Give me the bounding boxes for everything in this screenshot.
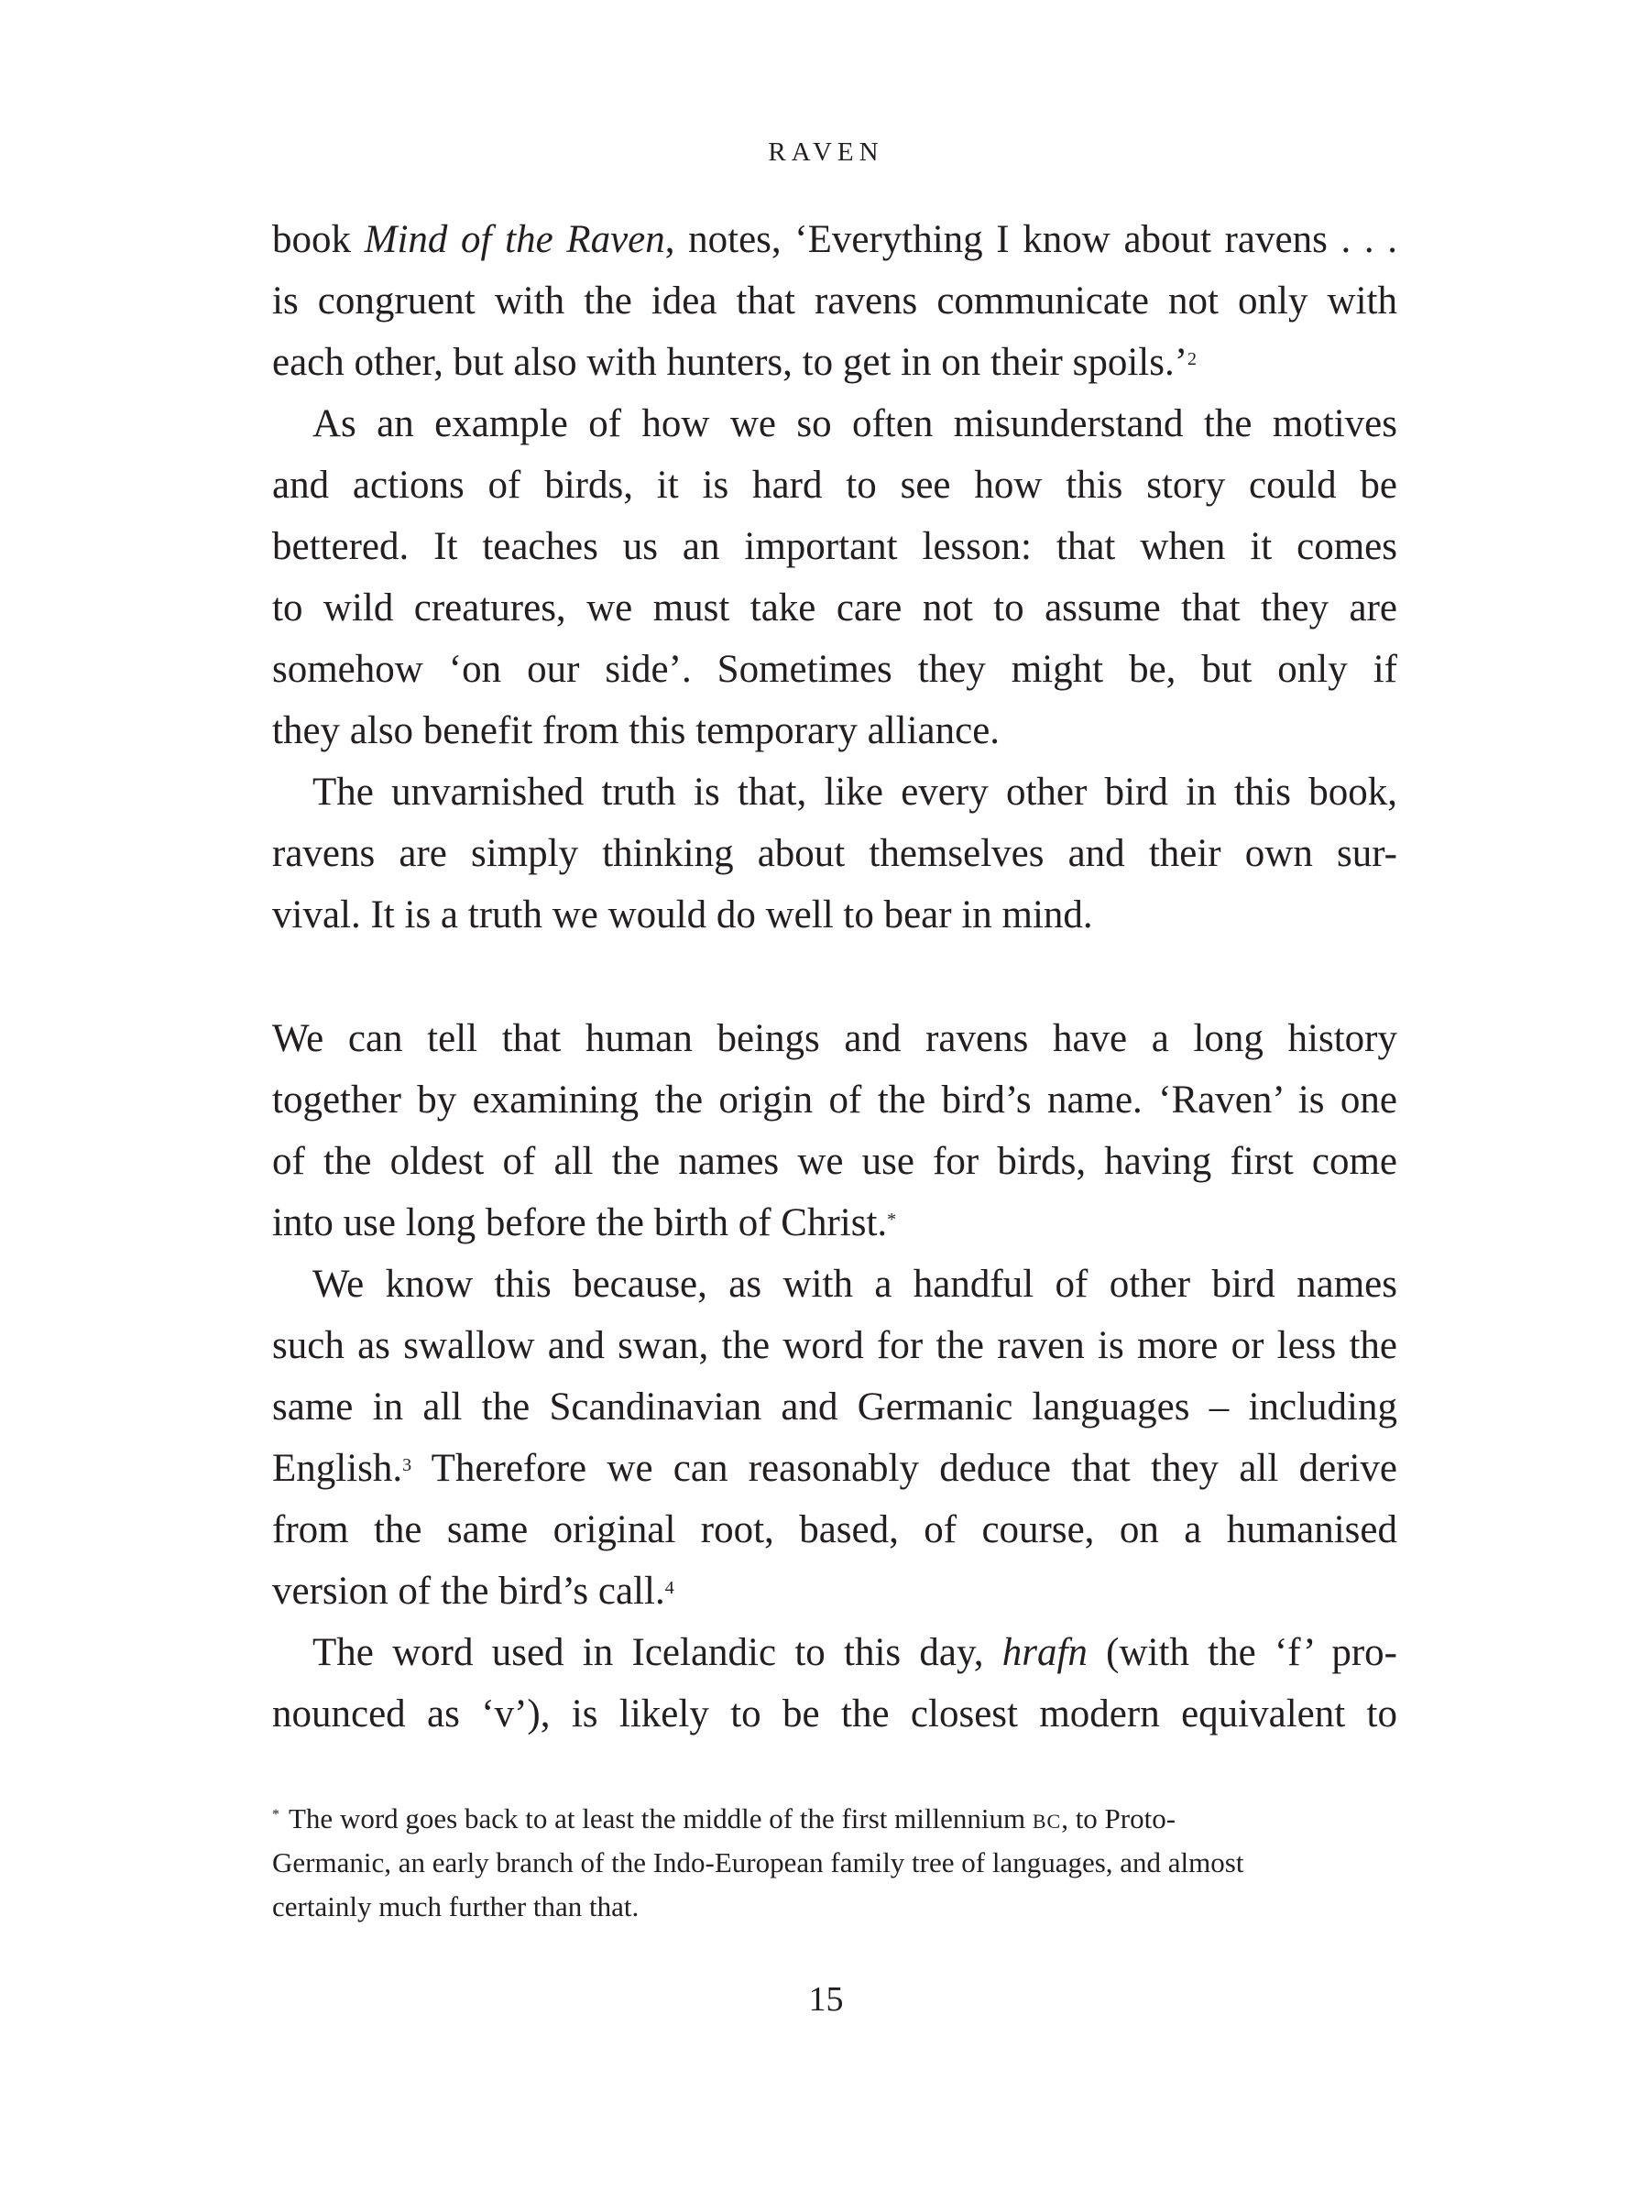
footnote-ref[interactable]: 4 <box>664 1578 674 1598</box>
text-line: We know this because, as with a handful of other bird names <box>312 1263 1397 1306</box>
footnote-ref[interactable]: 2 <box>1187 349 1198 369</box>
text-line: of the oldest of all the names we use for birds, having first come <box>272 1140 1397 1183</box>
text-line: version of the bird’s call.$^4$ <box>272 1570 674 1613</box>
text-line: The unvarnished truth is that, like every other bird in this book, <box>312 771 1397 814</box>
footnote-line: * The word goes back to at least the middle of the first millennium bc, to Proto- <box>272 1802 1176 1834</box>
text-line: is congruent with the idea that ravens communicate not only with <box>272 279 1397 323</box>
text-line: each other, but also with hunters, to get in on their spoils.’$^2$ <box>272 341 1198 384</box>
text-line: vival. It is a truth we would do well to bear in mind. <box>272 893 1093 936</box>
text-line: from the same original root, based, of course, on a humanised <box>272 1508 1397 1551</box>
footnote-line: Germanic, an early branch of the Indo-European family tree of languages, and almost <box>272 1846 1244 1878</box>
text-line: same in all the Scandinavian and Germanic languages – including <box>272 1385 1397 1429</box>
text-line: such as swallow and swan, the word for the raven is more or less the <box>272 1324 1397 1367</box>
text-line: We can tell that human beings and ravens have a long history <box>272 1017 1397 1060</box>
text-line: nounced as ‘v’), is likely to be the closest modern equivalent to <box>272 1692 1397 1736</box>
footnote-ref[interactable]: 3 <box>402 1455 412 1475</box>
footnote-line: certainly much further than that. <box>272 1890 640 1922</box>
text-line: bettered. It teaches us an important lesson: that when it comes <box>272 525 1397 568</box>
text-line: and actions of birds, it is hard to see how this story could be <box>272 464 1397 507</box>
text-line: As an example of how we so often misunderstand the motives <box>312 402 1397 445</box>
text-line: The word used in Icelandic to this day, hrafn (with the ‘f’ pro- <box>312 1631 1398 1674</box>
footnote-ref[interactable]: * <box>887 1210 897 1230</box>
text-line: English.$^3$ Therefore we can reasonably deduce that they all derive <box>272 1447 1397 1490</box>
text-line: to wild creatures, we must take care not to assume that they are <box>272 586 1397 630</box>
text-line: into use long before the birth of Christ.* <box>272 1201 897 1244</box>
footnote-marker: * <box>272 1807 279 1823</box>
running-head: RAVEN <box>768 137 884 167</box>
text-line: somehow ‘on our side’. Sometimes they might be, but only if <box>272 648 1397 691</box>
text-line: they also benefit from this temporary alliance. <box>272 709 1001 752</box>
text-line: together by examining the origin of the bird’s name. ‘Raven’ is one <box>272 1079 1397 1122</box>
text-line: ravens are simply thinking about themselves and their own sur- <box>272 832 1397 875</box>
page-number: 15 <box>808 1980 844 2019</box>
text-line: book Mind of the Raven, notes, ‘Everything I know about ravens . . . <box>272 218 1397 261</box>
